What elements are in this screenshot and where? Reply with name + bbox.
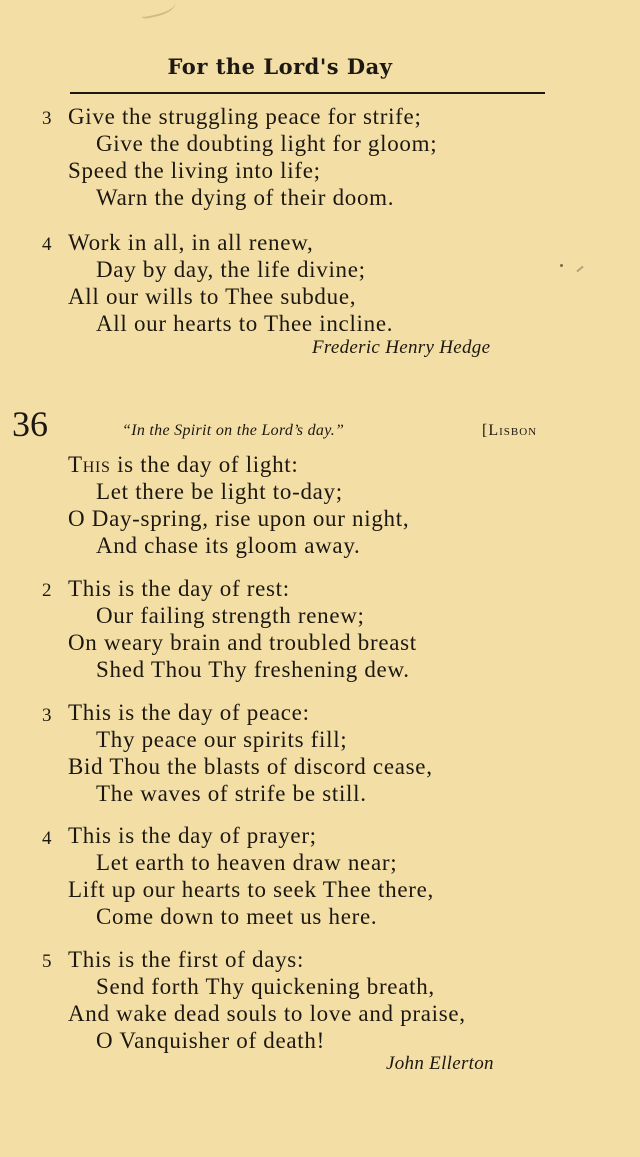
verse-line: This is the day of peace: xyxy=(68,700,310,725)
verse-line: Work in all, in all renew, xyxy=(68,230,314,255)
author-credit: John Ellerton xyxy=(386,1053,494,1074)
verse-line: Let earth to heaven draw near; xyxy=(96,850,398,875)
tune-name: [Lisbon xyxy=(482,422,538,439)
stanza-number: 3 xyxy=(42,705,52,726)
verse-line: Speed the living into life; xyxy=(68,158,321,183)
verse-line: All our wills to Thee subdue, xyxy=(68,284,357,309)
verse-line: Thy peace our spirits fill; xyxy=(96,727,348,752)
stanza-number: 4 xyxy=(42,234,52,255)
first-word: This xyxy=(68,452,111,477)
verse-line: This is the first of days: xyxy=(68,947,305,972)
stanza-number: 4 xyxy=(42,828,52,849)
verse-line: Bid Thou the blasts of discord cease, xyxy=(68,754,433,779)
verse-line: Our failing strength renew; xyxy=(96,603,365,628)
verse-line: This is the day of rest: xyxy=(68,576,290,601)
hymn-number: 36 xyxy=(12,404,48,444)
verse-line-rest: is the day of light: xyxy=(110,452,299,477)
stanza-number: 5 xyxy=(42,951,52,972)
verse-line: The waves of strife be still. xyxy=(96,781,367,806)
running-head: For the Lord's Day xyxy=(167,54,393,79)
verse-line: Let there be light to-day; xyxy=(96,479,343,504)
paper-mark xyxy=(139,0,178,20)
author-credit: Frederic Henry Hedge xyxy=(312,337,491,358)
verse-line: O Vanquisher of death! xyxy=(96,1028,325,1053)
stanza-number: 3 xyxy=(42,108,52,129)
paper-speck xyxy=(560,264,563,267)
verse-line: Give the struggling peace for strife; xyxy=(68,104,422,129)
verse-line: On weary brain and troubled breast xyxy=(68,630,417,655)
verse-line: Send forth Thy quickening breath, xyxy=(96,974,435,999)
verse-line: All our hearts to Thee incline. xyxy=(96,311,394,336)
verse-line: This is the day of prayer; xyxy=(68,823,317,848)
verse-line: Warn the dying of their doom. xyxy=(96,185,395,210)
verse-line: And wake dead souls to love and praise, xyxy=(68,1001,466,1026)
verse-line: O Day-spring, rise upon our night, xyxy=(68,506,410,531)
verse-line: Come down to meet us here. xyxy=(96,904,378,929)
verse-line: Shed Thou Thy freshening dew. xyxy=(96,657,410,682)
verse-line xyxy=(68,452,298,478)
verse-line: Give the doubting light for gloom; xyxy=(96,131,438,156)
stanza-number: 2 xyxy=(42,580,52,601)
verse-line: Day by day, the life divine; xyxy=(96,257,366,282)
paper-speck xyxy=(576,266,583,273)
header-rule xyxy=(70,92,545,94)
verse-line: And chase its gloom away. xyxy=(96,533,361,558)
verse-line: Lift up our hearts to seek Thee there, xyxy=(68,877,434,902)
hymn-epigraph: “In the Spirit on the Lord’s day.” xyxy=(122,422,345,439)
